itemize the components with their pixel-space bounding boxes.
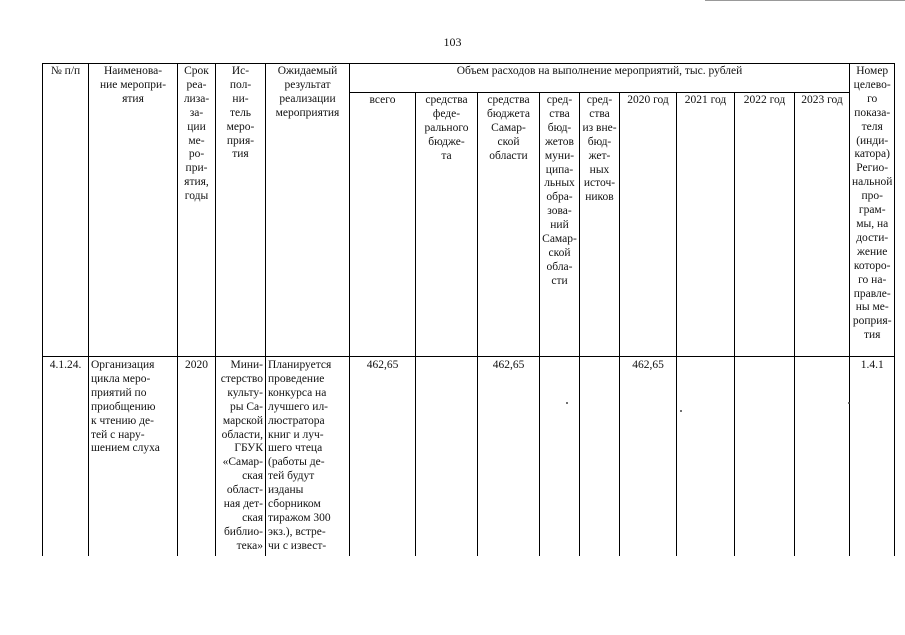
scan-edge-line [705, 0, 905, 1]
page-number: 103 [443, 35, 462, 49]
header-expense-group: Объем расходов на выполнение мероприятий, тыс. рублей [350, 64, 850, 93]
scan-speck [566, 402, 568, 404]
row-term: 2020 [178, 357, 216, 557]
header-year-2022: 2022 год [735, 93, 795, 357]
activities-table [42, 63, 895, 556]
row-year-2020: 462,65 [620, 357, 677, 557]
scan-speck [680, 410, 682, 412]
row-extrabudgetary [580, 357, 620, 557]
header-expected-result: Ожидаемый результат реализации мероприятия [266, 64, 350, 357]
row-num: 4.1.24. [43, 357, 89, 557]
header-year-2020: 2020 год [620, 93, 677, 357]
table-row [43, 357, 895, 557]
header-municipal: сред- ства бюд- жетов муни- ципа- льных обра- зова- ний Самар- ской обла- сти [540, 93, 580, 357]
header-year-2021: 2021 год [677, 93, 735, 357]
row-total: 462,65 [350, 357, 416, 557]
row-municipal [540, 357, 580, 557]
row-name: Организация цикла меро- приятий по приобщению к чтению де- тей с нару- шением слуха [89, 357, 178, 557]
header-name: Наименова- ние меропри- ятия [89, 64, 178, 357]
header-term: Срок реа- лиза- за- ции ме- ро- при- ятия, годы [178, 64, 216, 357]
header-total: всего [350, 93, 416, 357]
row-year-2021 [677, 357, 735, 557]
header-extrabudgetary: сред- ства из вне- бюд- жет- ных источ- ников [580, 93, 620, 357]
scan-speck [848, 402, 850, 404]
row-indicator: 1.4.1 [850, 357, 895, 557]
row-expected-result: Планируется проведение конкурса на лучшего ил- люстратора книг и луч- шего чтеца (работы де- тей будут изданы сборником тиражом 300 экз.), встре- чи с извест- [266, 357, 350, 557]
header-executor: Ис- пол- ни- тель меро- прия- тия [216, 64, 266, 357]
row-year-2023 [795, 357, 850, 557]
header-federal: средства феде- рального бюдже- та [416, 93, 478, 357]
row-regional: 462,65 [478, 357, 540, 557]
header-row-top [43, 64, 895, 93]
row-executor: Мини- стерство культу- ры Са- марской области, ГБУК «Самар- ская област- ная дет- ская библио- тека» [216, 357, 266, 557]
header-year-2023: 2023 год [795, 93, 850, 357]
header-indicator: Номер целево- го показа- теля (инди- катора) Регио- нальной про- грам- мы, на дости- жение которо- го на- правле- ны ме- роприя- тия [850, 64, 895, 357]
header-num: № п/п [43, 64, 89, 357]
header-regional: средства бюджета Самар- ской области [478, 93, 540, 357]
row-year-2022 [735, 357, 795, 557]
row-federal [416, 357, 478, 557]
